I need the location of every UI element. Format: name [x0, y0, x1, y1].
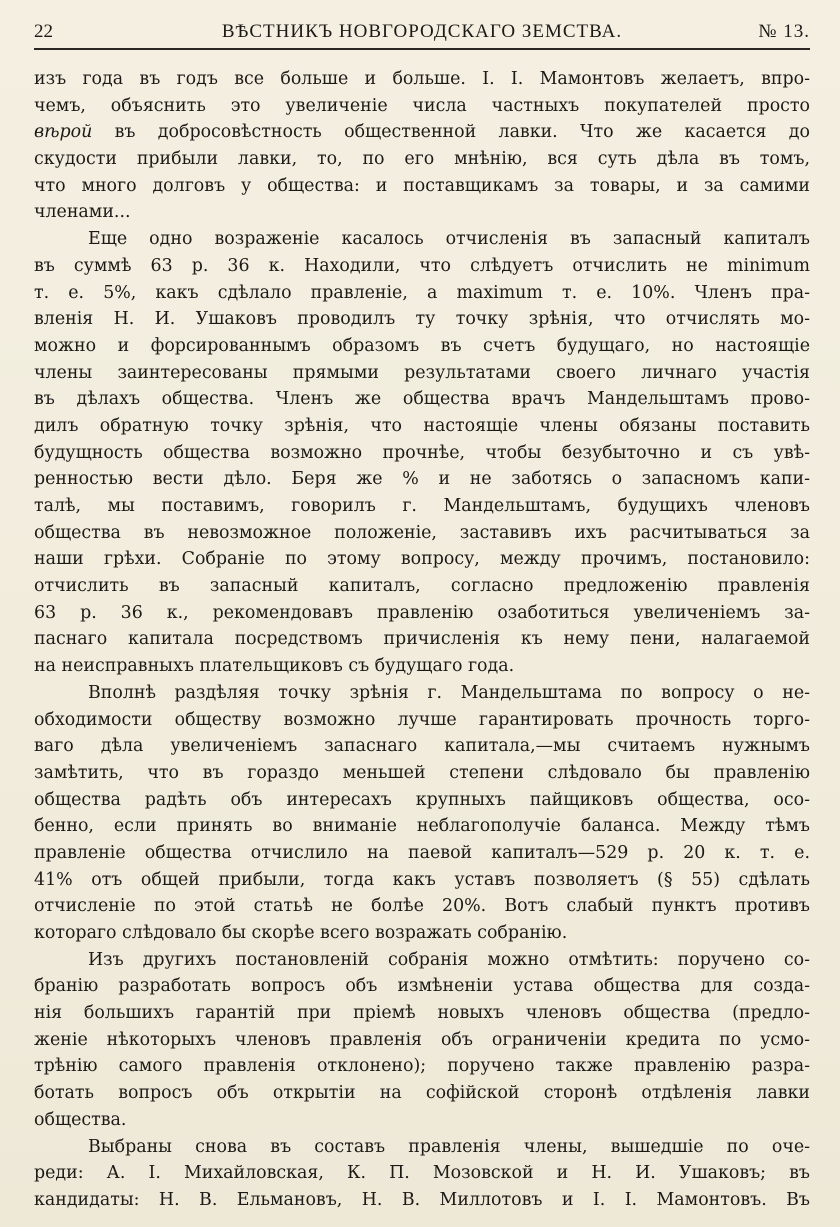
article-body: [34, 66, 810, 1214]
text-line: членами...: [34, 202, 131, 223]
text-line: Изъ другихъ постановленій собранія можно отмѣтить: поручено со-: [88, 949, 810, 970]
paragraph: [34, 66, 810, 226]
paragraph: [34, 680, 810, 947]
text-line: наши грѣхи. Собраніе по этому вопросу, между прочимъ, постановило:: [34, 549, 810, 570]
text-line: ваго дѣла увеличеніемъ запаснаго капитала,—мы считаемъ нужнымъ: [34, 736, 810, 757]
text-line: скудости прибыли лавки, то, по его мнѣнію, вся суть дѣла въ томъ,: [34, 149, 810, 170]
text-line: чемъ, объяснить это увеличеніе числа частныхъ покупателей просто: [34, 95, 810, 116]
journal-title: ВѢСТНИКЪ НОВГОРОДСКАГО ЗЕМСТВА.: [221, 21, 623, 42]
text-line: бенно, если принять во вниманіе неблагополучіе баланса. Между тѣмъ: [34, 816, 810, 837]
text-line: общества въ невозможное положеніе, заставивъ ихъ расчитываться за: [34, 522, 810, 543]
text-line: въ суммѣ 63 р. 36 к. Находили, что слѣдуетъ отчислить не minimum: [34, 255, 810, 276]
text-line: реди: А. І. Михайловская, К. П. Мозовской и Н. И. Ушаковъ; въ: [34, 1163, 810, 1184]
text-line: дилъ обратную точку зрѣнія, что настоящіе члены обязаны поставить: [34, 415, 810, 436]
text-line: можно и форсированнымъ образомъ въ счетъ будущаго, но настоящіе: [34, 335, 810, 356]
text-line: Выбраны снова въ составъ правленія члены, вышедшіе по оче-: [88, 1136, 810, 1157]
text-line: 63 р. 36 к., рекомендовавъ правленію озаботиться увеличеніемъ за-: [34, 602, 810, 623]
text-line: ренностью вести дѣло. Беря же % и не заботясь о запасномъ капи-: [34, 469, 810, 490]
text-line: бранію разработать вопросъ объ измѣненіи устава общества для созда-: [34, 976, 810, 997]
text-line: что много долговъ у общества: и поставщикамъ за товары, и за самими: [34, 175, 810, 196]
text-line: изъ года въ годъ все больше и больше. І. І. Мамонтовъ желаетъ, впро-: [34, 69, 810, 89]
issue-number: № 13.: [758, 21, 810, 42]
paragraph: [34, 226, 810, 680]
emphasized-word: вѣрой: [34, 122, 93, 143]
text-line: ботать вопросъ объ открытіи на софійской сторонѣ отдѣленія лавки: [34, 1083, 810, 1104]
paragraph: [34, 947, 810, 1134]
paragraph: [34, 1134, 810, 1214]
text-line: общества.: [34, 1109, 127, 1130]
text-line: т. е. 5%, какъ сдѣлало правленіе, а maximum т. е. 10%. Членъ пра-: [34, 282, 810, 303]
text-line: обходимости обществу возможно лучше гарантировать прочность торго-: [34, 709, 810, 730]
text-line: Вполнѣ раздѣляя точку зрѣнія г. Мандельштама по вопросу о не-: [88, 682, 810, 703]
running-header: [34, 18, 810, 50]
text-line: 41% отъ общей прибыли, тогда какъ уставъ позволяетъ (§ 55) сдѣлать: [34, 869, 810, 890]
text-line: нія большихъ гарантій при пріемѣ новыхъ членовъ общества (предло-: [34, 1003, 810, 1024]
text-line: въ дѣлахъ общества. Членъ же общества врачъ Мандельштамъ прово-: [34, 389, 810, 410]
text-line: общества радѣть объ интересахъ крупныхъ пайщиковъ общества, осо-: [34, 789, 810, 810]
text-line: женіе нѣкоторыхъ членовъ правленія объ ограниченіи кредита по усмо-: [34, 1029, 810, 1050]
text-line: трѣнію самого правленія отклонено); поручено также правленію разра-: [34, 1056, 810, 1077]
text-line: кандидаты: Н. В. Ельмановъ, Н. В. Миллотовъ и І. І. Мамонтовъ. Въ: [34, 1189, 810, 1210]
text-line: правленіе общества отчислило на паевой капиталъ—529 р. 20 к. т. е.: [34, 842, 810, 863]
text-line: талѣ, мы поставимъ, говорилъ г. Мандельштамъ, будущихъ членовъ: [34, 496, 810, 516]
text-line: Еще одно возраженіе касалось отчисленія въ запасный капиталъ: [88, 229, 810, 250]
text-line: котораго слѣдовало бы скорѣе всего возражать собранію.: [34, 923, 568, 943]
text-line: отчислить въ запасный капиталъ, согласно предложенію правленія: [34, 576, 810, 597]
text-line: замѣтить, что въ гораздо меньшей степени слѣдовало бы правленію: [34, 762, 810, 783]
text-line: отчисленіе по этой статьѣ не болѣе 20%. Вотъ слабый пунктъ противъ: [34, 896, 810, 917]
page-number: 22: [34, 21, 53, 42]
text-line: вленія Н. И. Ушаковъ проводилъ ту точку зрѣнія, что отчислять мо-: [34, 309, 810, 330]
text-line: [34, 119, 810, 146]
text-line: паснаго капитала посредствомъ причисленія къ нему пени, налагаемой: [34, 629, 810, 650]
text-line: члены заинтересованы прямыми результатами своего личнаго участія: [34, 362, 810, 383]
text-line: будущность общества возможно прочнѣе, чтобы безубыточно и съ увѣ-: [34, 442, 810, 463]
text-line: на неисправныхъ плательщиковъ съ будущаго года.: [34, 656, 515, 677]
text-line-rest: въ добросовѣстность общественной лавки. Что же касается до: [92, 122, 810, 143]
